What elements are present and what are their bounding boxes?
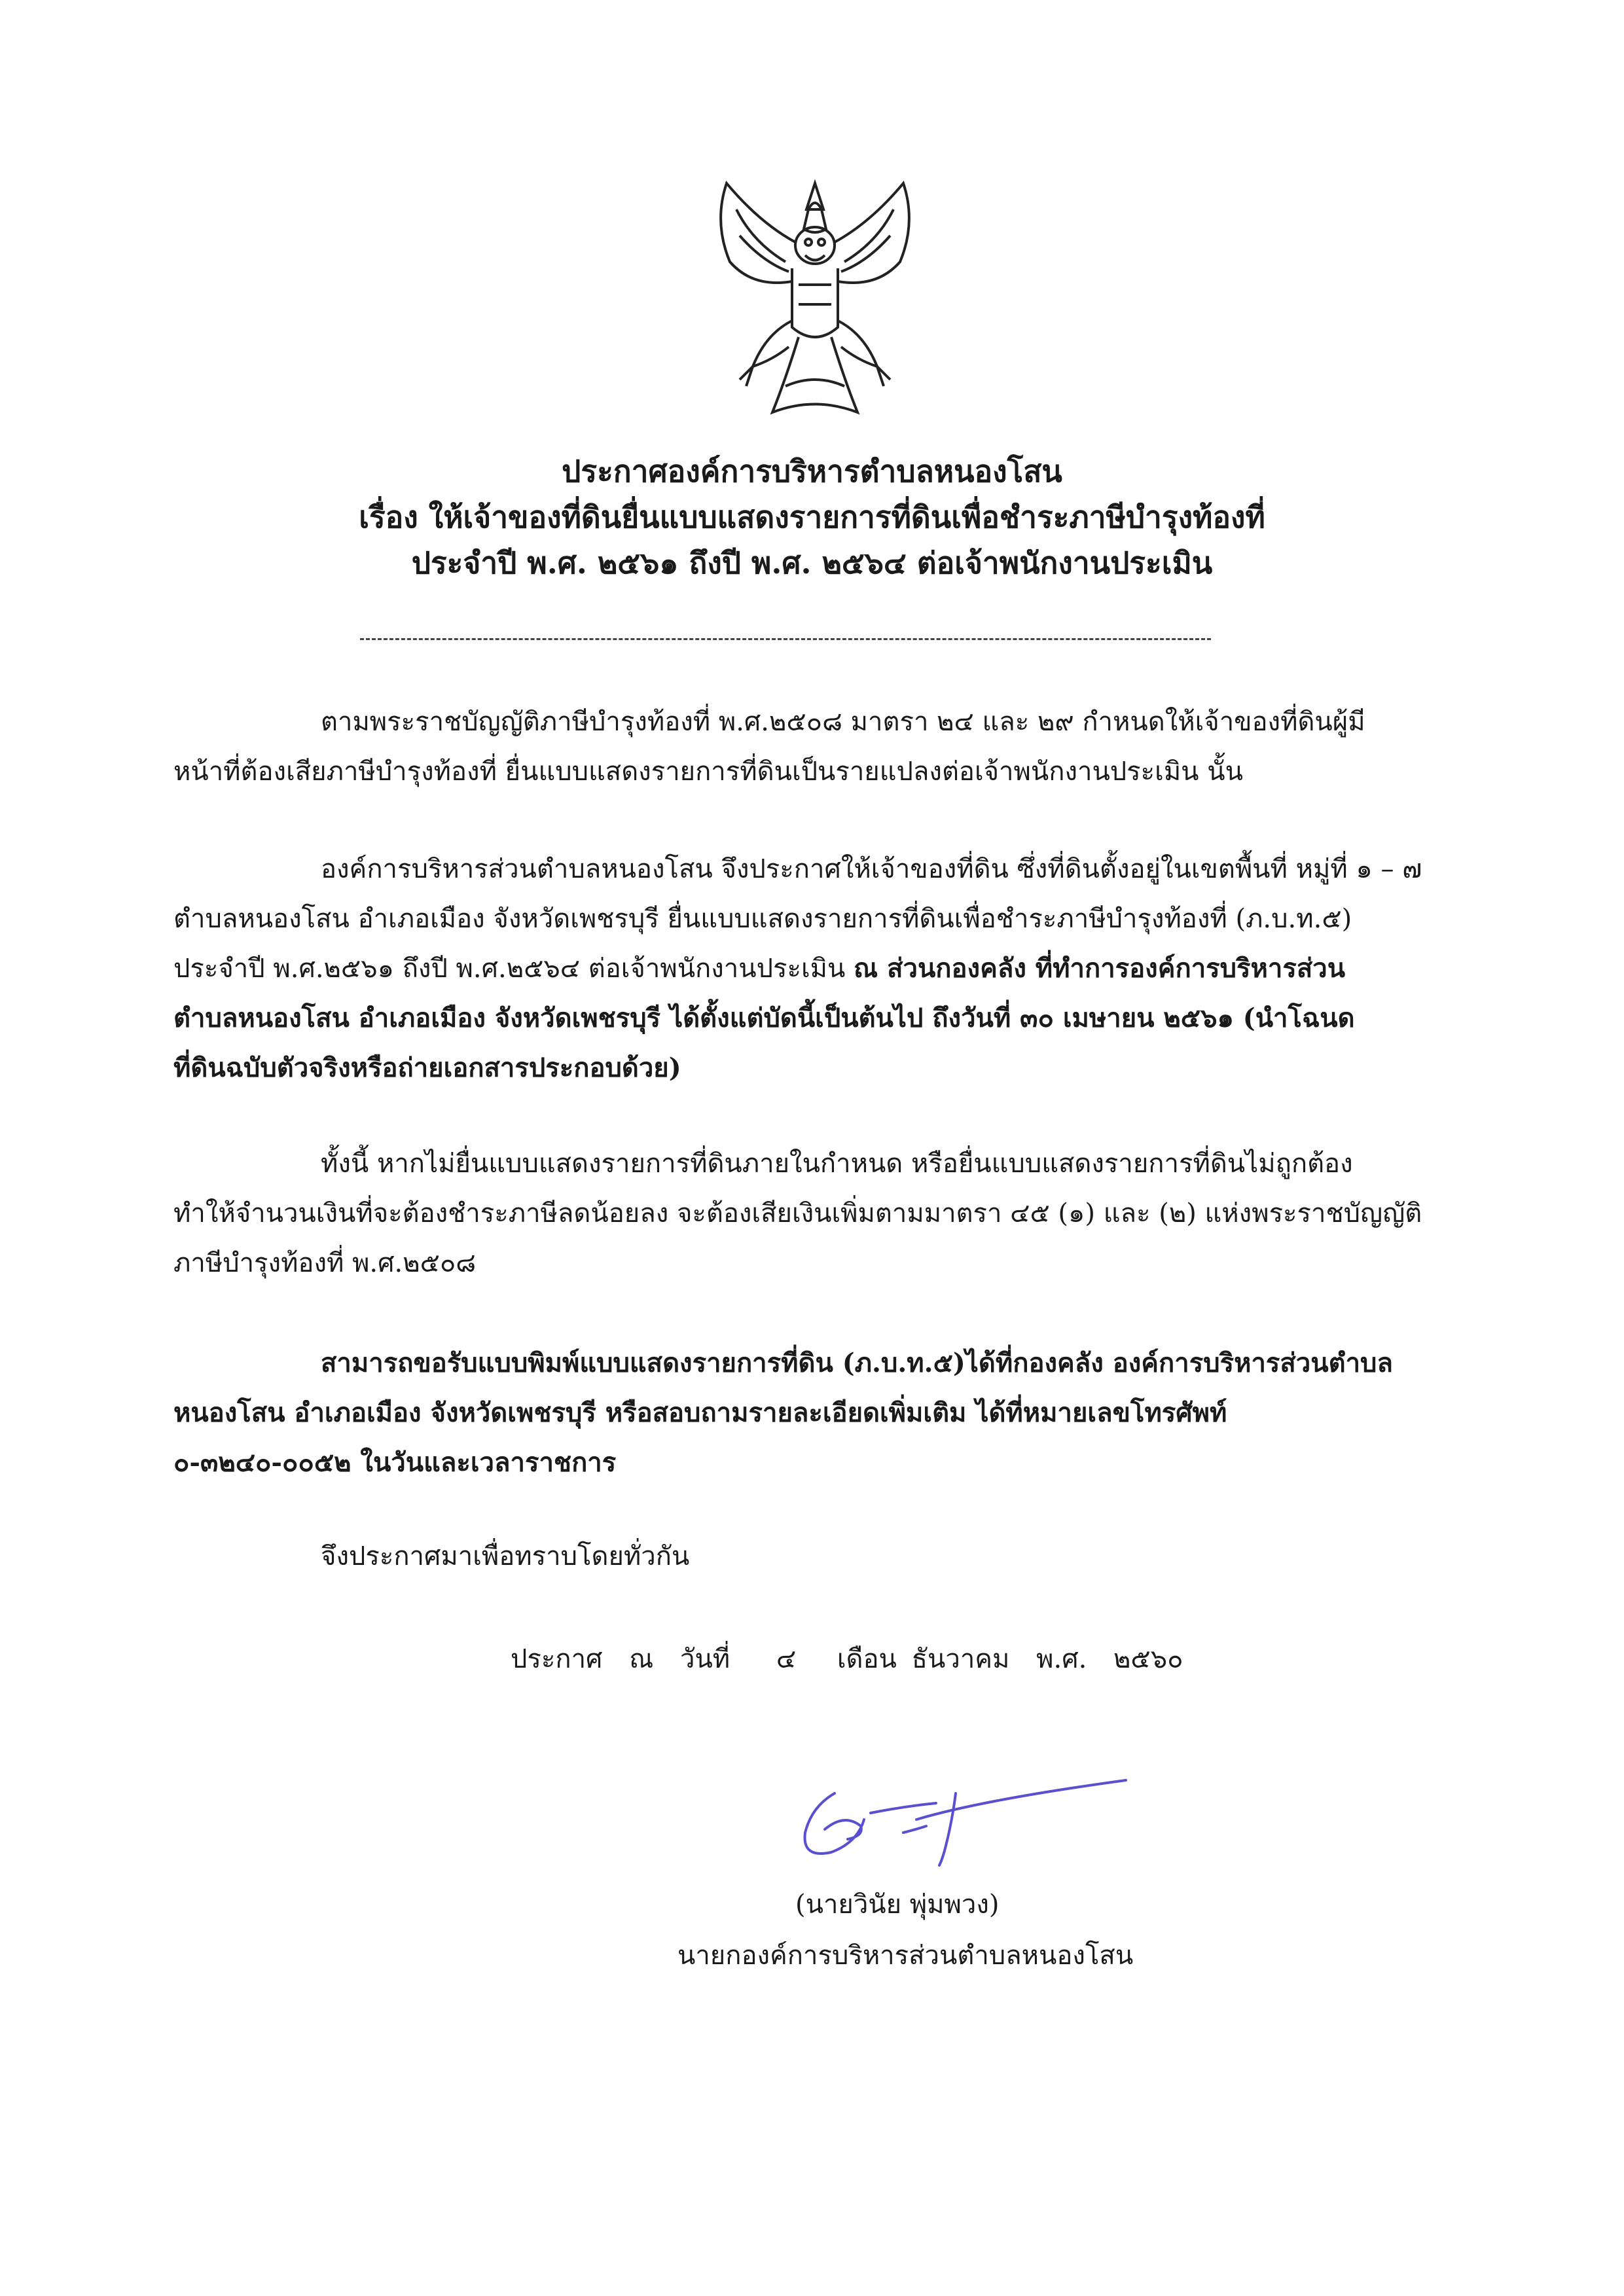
paragraph-line: ตามพระราชบัญญัติภาษีบำรุงท้องที่ พ.ศ.๒๕๐๘ มาตรา ๒๔ และ ๒๙ กำหนดให้เจ้าของที่ดินผู้มี — [321, 707, 1365, 737]
paragraph-line: ภาษีบำรุงท้องที่ พ.ศ.๒๕๐๘ — [173, 1248, 477, 1278]
paragraph-line: ทั้งนี้ หากไม่ยื่นแบบแสดงรายการที่ดินภายในกำหนด หรือยื่นแบบแสดงรายการที่ดินไม่ถูกต้อง — [321, 1149, 1353, 1179]
paragraph-2 — [173, 844, 1456, 1093]
paragraph-4 — [173, 1338, 1456, 1488]
signatory-name: (นายวินัย พุ่มพวง) — [795, 1890, 1000, 1920]
paragraph-text-bold: ณ ส่วนกองคลัง ที่ทำการองค์การบริหารส่วน — [854, 953, 1346, 984]
paragraph-line: ทำให้จำนวนเงินที่จะต้องชำระภาษีลดน้อยลง จะต้องเสียเงินเพิ่มตามมาตรา ๔๕ (๑) และ (๒) แห่งพระราชบัญญัติ — [173, 1198, 1422, 1229]
announcement-date — [511, 1640, 1202, 1679]
date-day: ๔ — [776, 1644, 797, 1674]
document-header — [0, 448, 1624, 586]
paragraph-line: จึงประกาศมาเพื่อทราบโดยทั่วกัน — [321, 1541, 690, 1571]
paragraph-line: หน้าที่ต้องเสียภาษีบำรุงท้องที่ ยื่นแบบแสดงรายการที่ดินเป็นรายแปลงต่อเจ้าพนักงานประเมิน นั้น — [173, 757, 1243, 787]
date-day-label: วันที่ — [679, 1644, 731, 1674]
paragraph-line — [173, 944, 1456, 994]
paragraph-text: ประจำปี พ.ศ.๒๕๖๑ ถึงปี พ.ศ.๒๕๖๔ ต่อเจ้าพนักงานประเมิน — [173, 954, 854, 984]
paragraph-1 — [173, 697, 1456, 797]
subject-line-cont: ประจำปี พ.ศ. ๒๕๖๑ ถึงปี พ.ศ. ๒๕๖๔ ต่อเจ้าพนักงานประเมิน — [411, 545, 1213, 581]
date-label: ประกาศ — [511, 1644, 603, 1674]
paragraph-line-bold: ตำบลหนองโสน อำเภอเมือง จังหวัดเพชรบุรี ได้ตั้งแต่บัดนี้เป็นต้นไป ถึงวันที่ ๓๐ เมษายน ๒๕๖๑ (นำโฉนด — [173, 1003, 1355, 1033]
garuda-emblem-icon — [700, 170, 929, 425]
date-month-label: เดือน — [837, 1644, 897, 1674]
date-year: ๒๕๖๐ — [1113, 1644, 1183, 1674]
date-era: พ.ศ. — [1036, 1644, 1087, 1674]
paragraph-line-bold: หนองโสน อำเภอเมือง จังหวัดเพชรบุรี หรือสอบถามรายละเอียดเพิ่มเติม ได้ที่หมายเลขโทรศัพท์ — [173, 1397, 1227, 1428]
page-title: ประกาศองค์การบริหารตำบลหนองโสน — [562, 454, 1062, 489]
header-divider — [360, 638, 1211, 640]
paragraph-line-bold: ที่ดินฉบับตัวจริงหรือถ่ายเอกสารประกอบด้วย) — [173, 1052, 681, 1083]
paragraph-5 — [173, 1532, 1456, 1581]
handwritten-signature — [785, 1767, 1146, 1872]
paragraph-3 — [173, 1139, 1456, 1288]
date-at: ณ — [629, 1644, 654, 1674]
paragraph-line-bold: ๐-๓๒๔๐-๐๐๕๒ ในวันและเวลาราชการ — [173, 1447, 617, 1478]
signatory-position: นายกองค์การบริหารส่วนตำบลหนองโสน — [677, 1941, 1134, 1971]
paragraph-line: ตำบลหนองโสน อำเภอเมือง จังหวัดเพชรบุรี ยื่นแบบแสดงรายการที่ดินเพื่อชำระภาษีบำรุงท้องที่ (ภ.บ.ท.๕) — [173, 904, 1352, 934]
paragraph-line: องค์การบริหารส่วนตำบลหนองโสน จึงประกาศให้เจ้าของที่ดิน ซึ่งที่ดินตั้งอยู่ในเขตพื้นที่ หมู่ที่ ๑ – ๗ — [321, 854, 1422, 884]
date-month: ธันวาคม — [911, 1644, 1010, 1674]
paragraph-line-bold: สามารถขอรับแบบพิมพ์แบบแสดงรายการที่ดิน (ภ.บ.ท.๕)ได้ที่กองคลัง องค์การบริหารส่วนตำบล — [321, 1348, 1393, 1378]
subject-line: เรื่อง ให้เจ้าของที่ดินยื่นแบบแสดงรายการที่ดินเพื่อชำระภาษีบำรุงท้องที่ — [359, 499, 1265, 535]
